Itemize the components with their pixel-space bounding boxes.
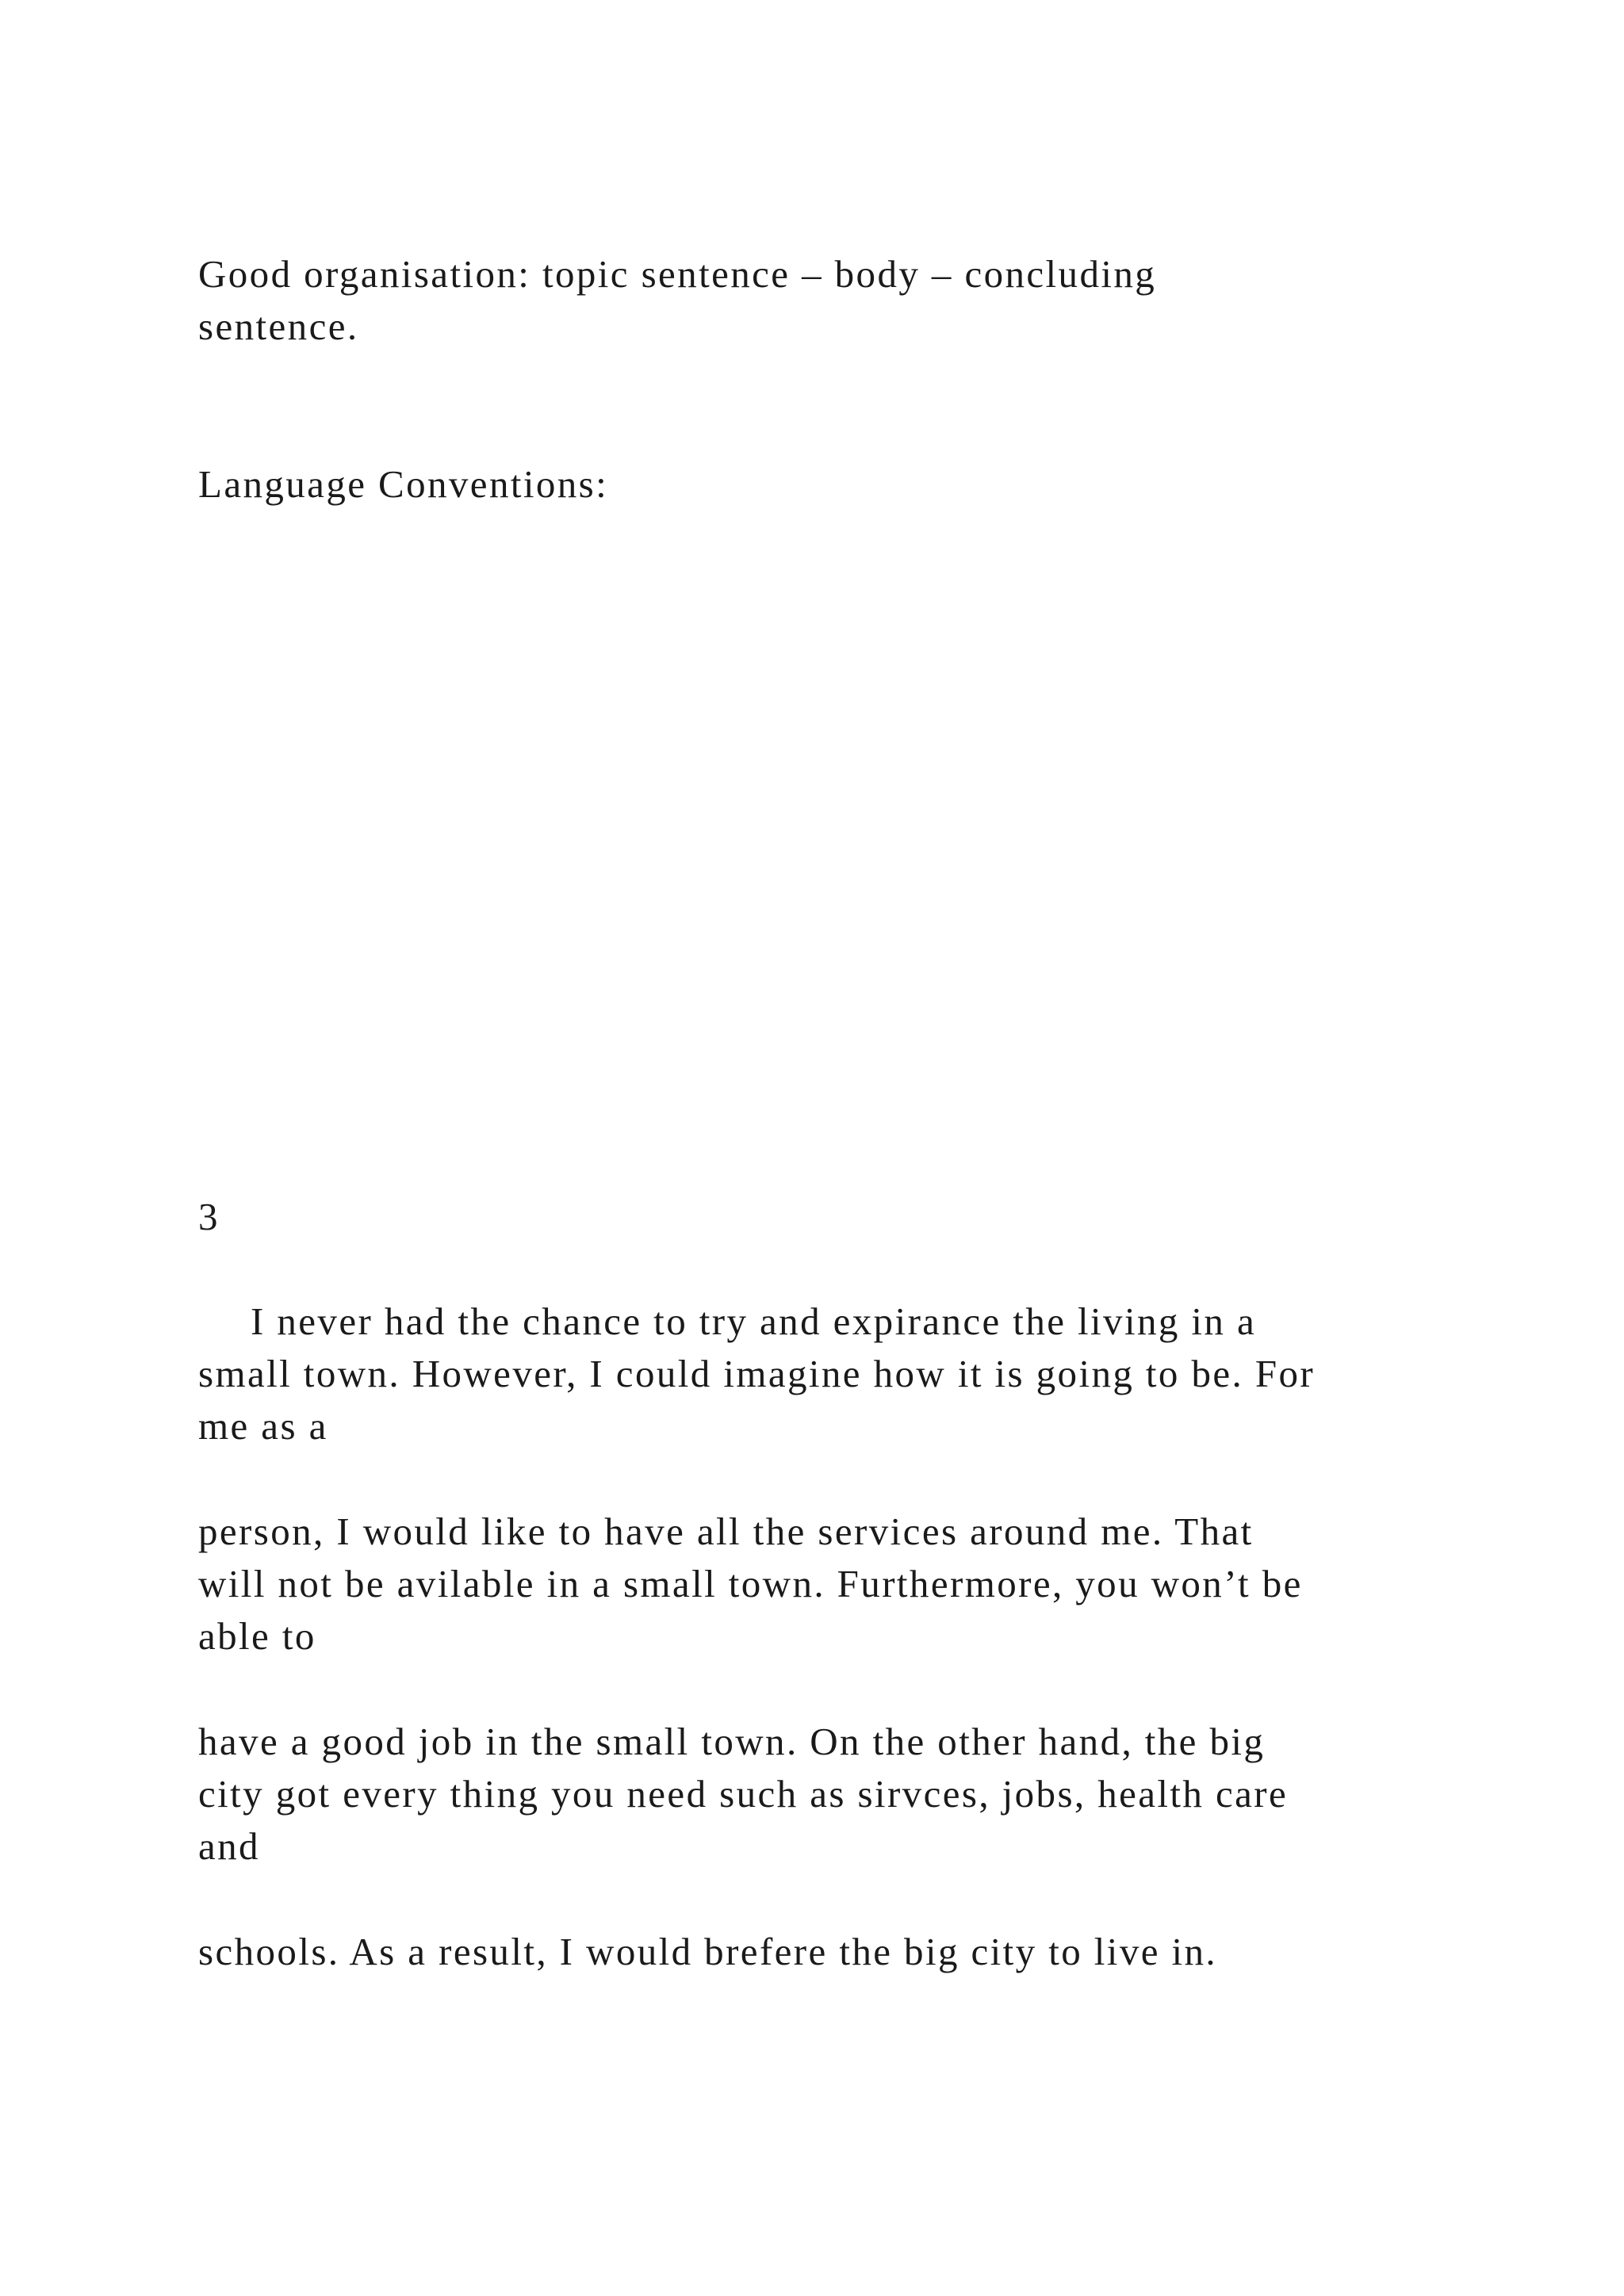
- organisation-line-1: Good organisation: topic sentence – body – concluding: [198, 252, 1157, 296]
- language-conventions-heading: Language Conventions:: [198, 462, 609, 506]
- page-number: 3: [198, 1195, 220, 1238]
- essay-paragraph-2-line-2: will not be avilable in a small town. Furthermore, you won’t be: [198, 1562, 1303, 1605]
- essay-paragraph-1-line-2: small town. However, I could imagine how it is going to be. For: [198, 1352, 1316, 1395]
- organisation-line-2: sentence.: [198, 304, 359, 348]
- essay-paragraph-2-line-3: able to: [198, 1614, 316, 1658]
- essay-paragraph-4-line-1: schools. As a result, I would brefere the big city to live in.: [198, 1930, 1218, 1973]
- essay-paragraph-1-line-3: me as a: [198, 1404, 328, 1448]
- essay-paragraph-2-line-1: person, I would like to have all the services around me. That: [198, 1510, 1254, 1553]
- essay-paragraph-1-line-1: I never had the chance to try and expirance the living in a: [251, 1299, 1257, 1343]
- essay-paragraph-3-line-2: city got every thing you need such as sirvces, jobs, health care: [198, 1772, 1289, 1816]
- essay-paragraph-3-line-3: and: [198, 1824, 260, 1868]
- essay-paragraph-3-line-1: have a good job in the small town. On the other hand, the big: [198, 1720, 1266, 1763]
